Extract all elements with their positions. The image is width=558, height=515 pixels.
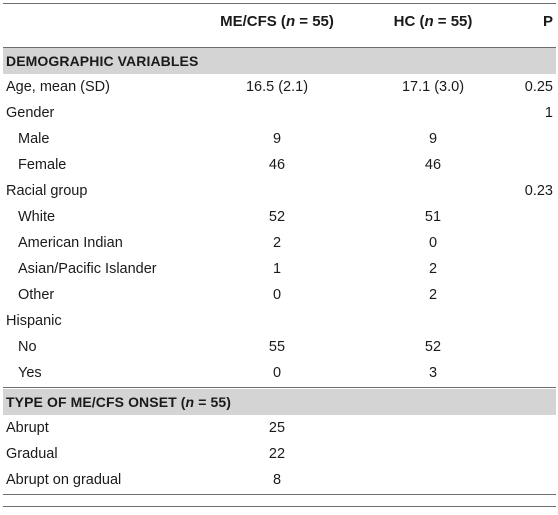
hc-value: 2 <box>428 287 438 303</box>
table-row <box>3 282 556 308</box>
row-label: Gradual <box>6 446 58 462</box>
me-cfs-value: 52 <box>268 209 286 225</box>
header-row <box>3 0 556 44</box>
me-cfs-value: 16.5 (2.1) <box>245 79 309 95</box>
me-cfs-value: 0 <box>272 287 282 303</box>
table-row <box>3 230 556 256</box>
me-cfs-value: 25 <box>268 420 286 436</box>
row-label: Abrupt <box>6 420 49 436</box>
row-label: Yes <box>18 365 42 381</box>
table-row <box>3 415 556 441</box>
row-label: Gender <box>6 105 55 121</box>
hc-value: 9 <box>428 131 438 147</box>
table-row <box>3 467 556 493</box>
section-header <box>3 389 556 415</box>
section-title: TYPE OF ME/CFS ONSET (n = 55) <box>6 394 231 410</box>
table-row <box>3 256 556 282</box>
row-label: Age, mean (SD) <box>6 79 110 95</box>
p-value: 0.23 <box>524 183 553 199</box>
p-value: 0.25 <box>524 79 553 95</box>
table-row <box>3 334 556 360</box>
section-rule <box>3 387 556 388</box>
header-me-cfs: ME/CFS (n = 55) <box>220 13 334 30</box>
row-label: No <box>18 339 37 355</box>
table-row <box>3 360 556 386</box>
section-title: DEMOGRAPHIC VARIABLES <box>6 53 199 69</box>
hc-value: 46 <box>424 157 442 173</box>
bottom-rule <box>3 506 556 507</box>
hc-value: 0 <box>428 235 438 251</box>
hc-value: 17.1 (3.0) <box>401 79 465 95</box>
header-p: P <box>542 13 553 30</box>
me-cfs-value: 55 <box>268 339 286 355</box>
hc-value: 3 <box>428 365 438 381</box>
row-label: Abrupt on gradual <box>6 472 122 488</box>
row-label: Female <box>18 157 67 173</box>
me-cfs-value: 22 <box>268 446 286 462</box>
table-row <box>3 74 556 100</box>
row-label: Racial group <box>6 183 88 199</box>
me-cfs-value: 9 <box>272 131 282 147</box>
me-cfs-value: 1 <box>272 261 282 277</box>
row-label: Asian/Pacific Islander <box>18 261 157 277</box>
row-label: American Indian <box>18 235 123 251</box>
me-cfs-value: 2 <box>272 235 282 251</box>
row-label: White <box>18 209 56 225</box>
table-row <box>3 308 556 334</box>
me-cfs-value: 8 <box>272 472 282 488</box>
row-label: Hispanic <box>6 313 62 329</box>
section-rule <box>3 494 556 495</box>
me-cfs-value: 46 <box>268 157 286 173</box>
row-label: Male <box>18 131 50 147</box>
table-row <box>3 204 556 230</box>
hc-value: 52 <box>424 339 442 355</box>
table-row <box>3 441 556 467</box>
section-header <box>3 48 556 74</box>
p-value: 1 <box>544 105 553 121</box>
table-row <box>3 178 556 204</box>
table-row <box>3 152 556 178</box>
hc-value: 51 <box>424 209 442 225</box>
me-cfs-value: 0 <box>272 365 282 381</box>
header-hc: HC (n = 55) <box>393 13 473 30</box>
hc-value: 2 <box>428 261 438 277</box>
row-label: Other <box>18 287 55 303</box>
table-row <box>3 100 556 126</box>
table-row <box>3 126 556 152</box>
